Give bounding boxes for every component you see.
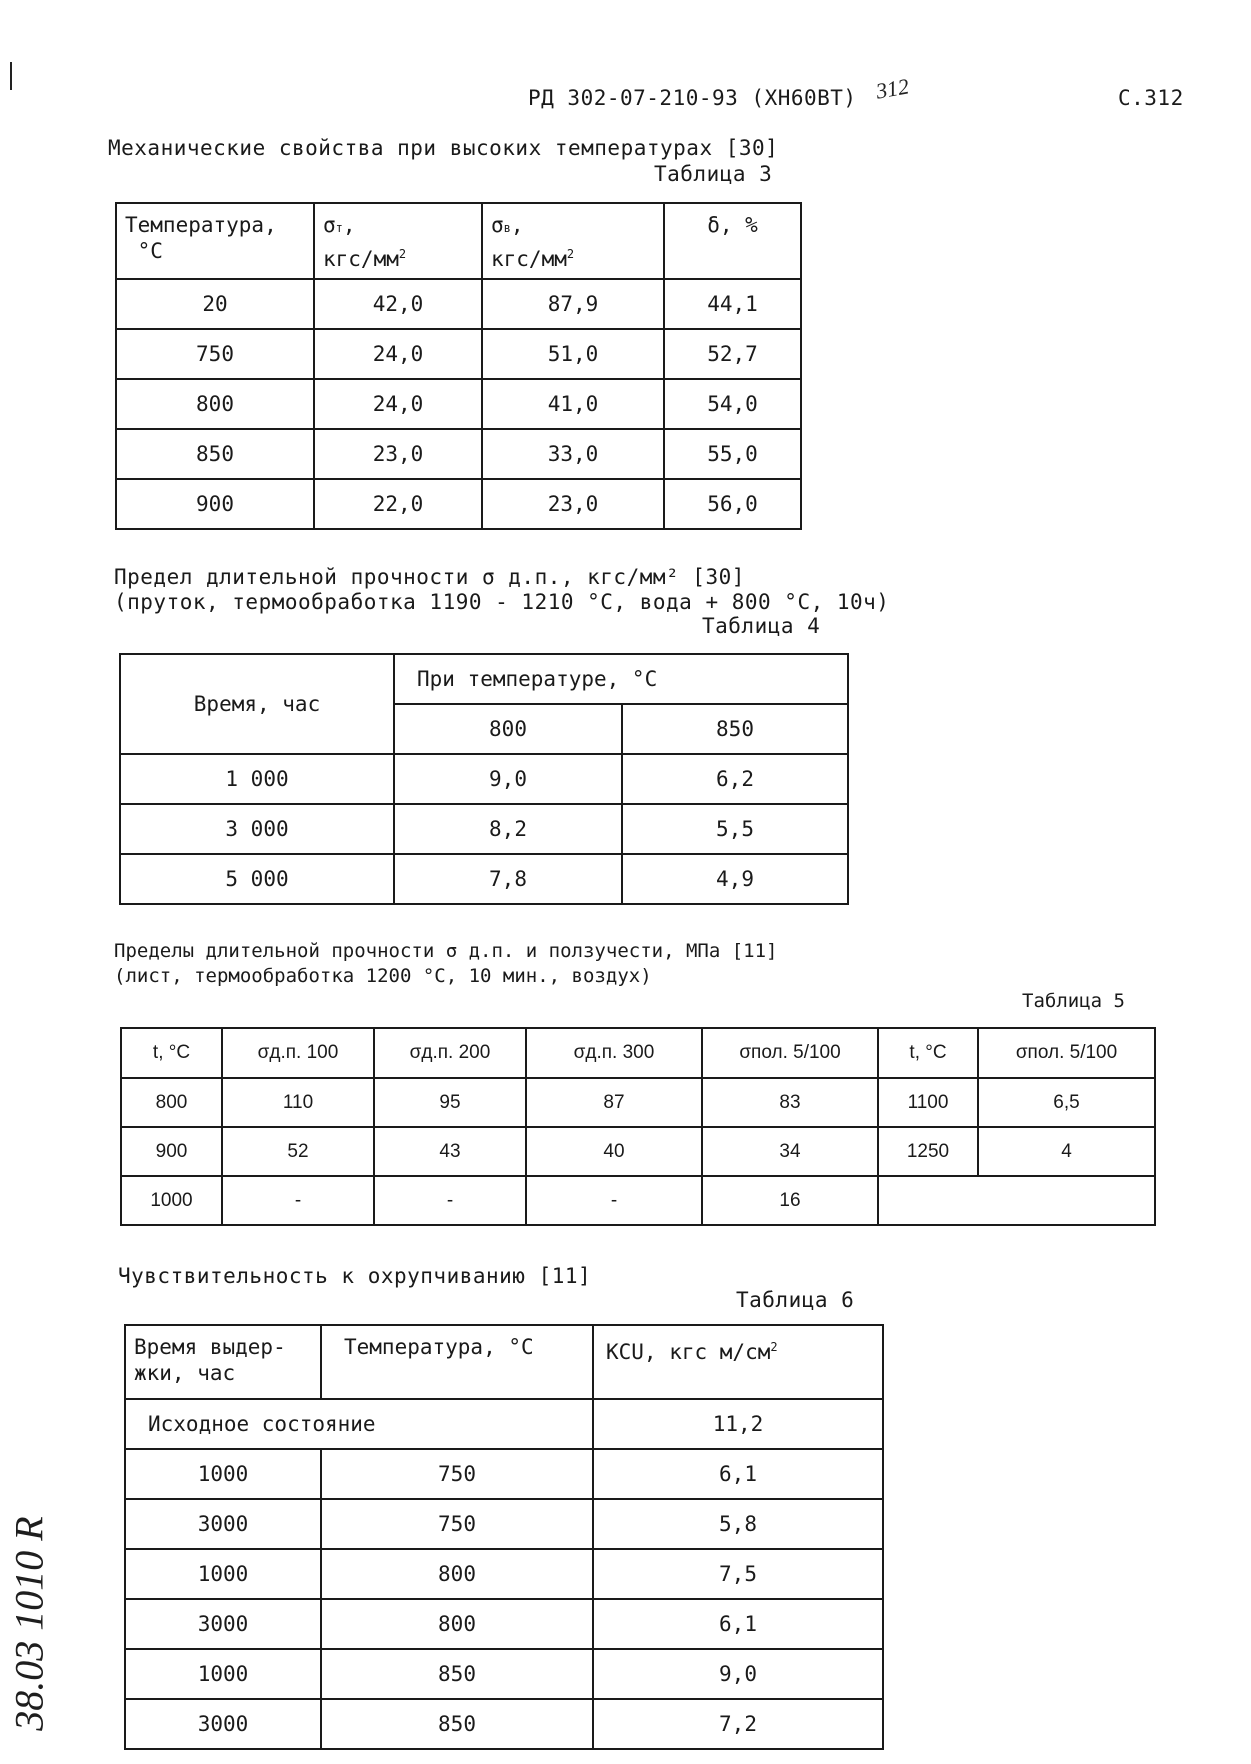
table-cell: 16: [702, 1176, 878, 1225]
table3-label: Таблица 3: [654, 162, 773, 186]
table-cell: 5,5: [622, 804, 848, 854]
table5-header-row: [121, 1028, 1155, 1078]
table-cell: 33,0: [482, 429, 664, 479]
table4: [119, 653, 849, 905]
table-row: [121, 1078, 1155, 1127]
table-cell: 44,1: [664, 279, 801, 329]
table-cell: 95: [374, 1078, 526, 1127]
table-cell: 6,5: [978, 1078, 1155, 1127]
table4-title-line2: (пруток, термообработка 1190 - 1210 °С, вода + 800 °С, 10ч): [114, 590, 890, 614]
table-cell: 800: [321, 1549, 593, 1599]
table-row: [116, 379, 801, 429]
document-code: РД 302-07-210-93 (ХН60ВТ): [528, 86, 857, 110]
margin-tick: [10, 62, 12, 90]
table-cell: 850: [116, 429, 314, 479]
table-cell: 900: [116, 479, 314, 529]
table4-header-temp-850: 850: [622, 704, 848, 754]
table-cell: 3000: [125, 1699, 321, 1749]
table-cell: 87,9: [482, 279, 664, 329]
table-cell: -: [222, 1176, 374, 1225]
table-cell: 51,0: [482, 329, 664, 379]
table-cell: 41,0: [482, 379, 664, 429]
table3-header-sigma-t: σт, кгс/$мм^2$: [314, 203, 482, 279]
table5-label: Таблица 5: [1022, 990, 1125, 1012]
table5-header-dp200: σд.п. 200: [374, 1028, 526, 1078]
table-cell: 800: [121, 1078, 222, 1127]
table-cell: 43: [374, 1127, 526, 1176]
table-cell: 1000: [121, 1176, 222, 1225]
table-cell: 800: [321, 1599, 593, 1649]
table6-header-row: [125, 1325, 883, 1399]
table-cell: 56,0: [664, 479, 801, 529]
table6: [124, 1324, 884, 1750]
table3-header-row: [116, 203, 801, 279]
table-cell: -: [526, 1176, 702, 1225]
table-row: [121, 1127, 1155, 1176]
table-cell: 4,9: [622, 854, 848, 904]
table-cell: 6,1: [593, 1599, 883, 1649]
table-cell: 40: [526, 1127, 702, 1176]
table-cell: 1250: [878, 1127, 978, 1176]
table-cell: 900: [121, 1127, 222, 1176]
table-row: [125, 1549, 883, 1599]
table-row: [120, 804, 848, 854]
table-cell: 850: [321, 1649, 593, 1699]
table-cell: 5 000: [120, 854, 394, 904]
table-cell: 20: [116, 279, 314, 329]
table5-header-pol: σпол. 5/100: [702, 1028, 878, 1078]
table-cell: 87: [526, 1078, 702, 1127]
table-row: [125, 1599, 883, 1649]
table-cell: 55,0: [664, 429, 801, 479]
table6-initial-label: Исходное состояние: [125, 1399, 593, 1449]
handwritten-margin-note: 38.03 1010 R: [6, 1516, 52, 1731]
table-cell: 3000: [125, 1499, 321, 1549]
table5: [120, 1027, 1156, 1226]
table-row: [121, 1176, 1155, 1225]
table-row: [120, 854, 848, 904]
table6-label: Таблица 6: [736, 1288, 855, 1312]
table-cell: 750: [321, 1449, 593, 1499]
table3-header-temperature: Температура, °С: [116, 203, 314, 279]
table-cell: 7,5: [593, 1549, 883, 1599]
table5-title-line2: (лист, термообработка 1200 °С, 10 мин., воздух): [114, 965, 652, 987]
table4-header-temp-800: 800: [394, 704, 622, 754]
table-cell: 54,0: [664, 379, 801, 429]
table5-header-t2: t, °С: [878, 1028, 978, 1078]
table-cell: 9,0: [394, 754, 622, 804]
table-cell: 5,8: [593, 1499, 883, 1549]
table3-header-delta: δ, %: [664, 203, 801, 279]
table-cell: -: [374, 1176, 526, 1225]
table-row: [125, 1499, 883, 1549]
table5-title-line1: Пределы длительной прочности σ д.п. и ползучести, МПа [11]: [114, 940, 778, 962]
table-cell: 750: [116, 329, 314, 379]
table3-header-sigma-v: σв, кгс/$мм^2$: [482, 203, 664, 279]
table5-header-t: t, °С: [121, 1028, 222, 1078]
table3: [115, 202, 802, 530]
table4-label: Таблица 4: [702, 614, 821, 638]
table-cell: 6,1: [593, 1449, 883, 1499]
table-cell: 3 000: [120, 804, 394, 854]
table-cell: 52: [222, 1127, 374, 1176]
table-cell: 7,2: [593, 1699, 883, 1749]
table-cell: 750: [321, 1499, 593, 1549]
table-row: [125, 1699, 883, 1749]
table-cell: 34: [702, 1127, 878, 1176]
table5-header-pol2: σпол. 5/100: [978, 1028, 1155, 1078]
table-cell: 42,0: [314, 279, 482, 329]
table-cell: 1000: [125, 1449, 321, 1499]
table-cell: 24,0: [314, 379, 482, 429]
table-row: [116, 479, 801, 529]
table-cell: 1000: [125, 1549, 321, 1599]
table-row: [116, 329, 801, 379]
table-cell: 3000: [125, 1599, 321, 1649]
table4-header-row: [120, 654, 848, 704]
table-cell: 850: [321, 1699, 593, 1749]
table6-header-temperature: Температура, °С: [321, 1325, 593, 1399]
table-cell: 24,0: [314, 329, 482, 379]
table4-header-group: При температуре, °С: [394, 654, 848, 704]
table5-header-dp100: σд.п. 100: [222, 1028, 374, 1078]
table-cell: 1100: [878, 1078, 978, 1127]
handwritten-page-mark: 312: [873, 73, 911, 104]
table-cell: 9,0: [593, 1649, 883, 1699]
table6-header-kcu: KCU, кгс $м/см^2$: [593, 1325, 883, 1399]
table-cell: 110: [222, 1078, 374, 1127]
table-cell-empty: [878, 1176, 1155, 1225]
table-cell: 6,2: [622, 754, 848, 804]
table3-title: Механические свойства при высоких температурах [30]: [108, 136, 779, 160]
table6-initial-row: [125, 1399, 883, 1449]
table-cell: 1000: [125, 1649, 321, 1699]
table-cell: 4: [978, 1127, 1155, 1176]
table6-title: Чувствительность к охрупчиванию [11]: [118, 1264, 592, 1288]
table-row: [120, 754, 848, 804]
page-number: С.312: [1118, 86, 1184, 110]
table-cell: 7,8: [394, 854, 622, 904]
table4-title-line1: Предел длительной прочности σ д.п., кгс/мм² [30]: [114, 565, 745, 589]
table6-header-time: Время выдер- жки, час: [125, 1325, 321, 1399]
table-cell: 52,7: [664, 329, 801, 379]
table-cell: 800: [116, 379, 314, 429]
table-row: [116, 429, 801, 479]
table-row: [116, 279, 801, 329]
table-cell: 1 000: [120, 754, 394, 804]
table6-initial-value: 11,2: [593, 1399, 883, 1449]
table-cell: 22,0: [314, 479, 482, 529]
table-row: [125, 1649, 883, 1699]
table5-header-dp300: σд.п. 300: [526, 1028, 702, 1078]
table-cell: 8,2: [394, 804, 622, 854]
table4-header-time: Время, час: [120, 654, 394, 754]
table-cell: 83: [702, 1078, 878, 1127]
table-cell: 23,0: [482, 479, 664, 529]
table-row: [125, 1449, 883, 1499]
table-cell: 23,0: [314, 429, 482, 479]
